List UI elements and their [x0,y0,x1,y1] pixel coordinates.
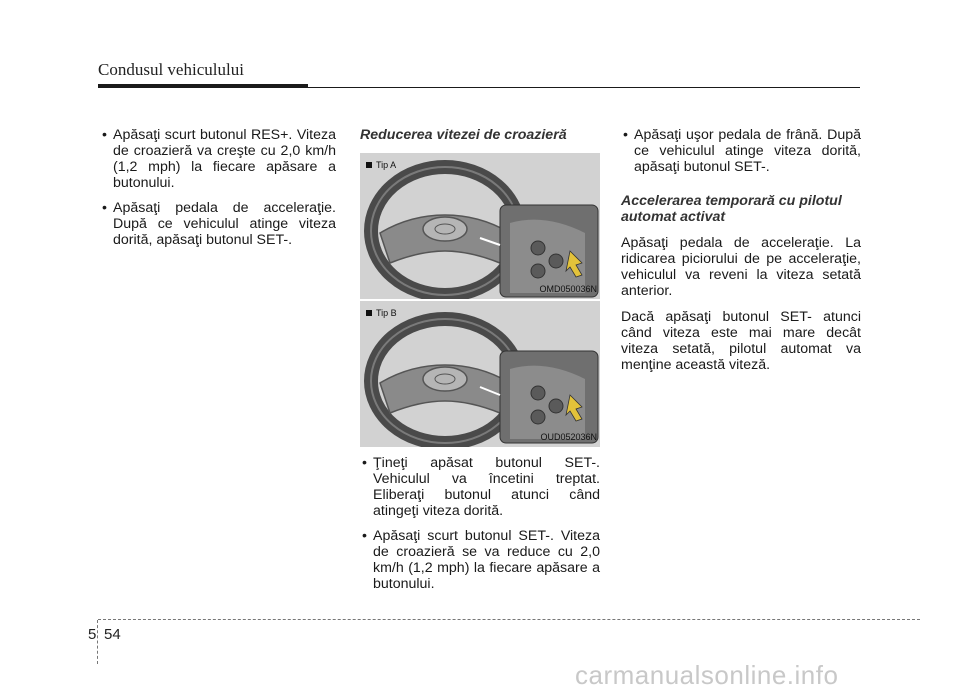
page-number: 54 [104,626,121,643]
footer-divider [97,620,98,664]
square-bullet-icon [366,162,372,168]
bullet-icon: • [362,528,367,544]
figure-label: Tip B [366,305,397,321]
paragraph: Apăsaţi pedala de acceleraţie. La ridicarea piciorului de pe acceleraţie, vehiculul va reveni la viteza setată anterior. [621,235,861,299]
square-bullet-icon [366,310,372,316]
steering-wheel-illustration [360,301,600,447]
footer-rule [98,619,920,620]
bullet-list [360,455,600,592]
bullet-list [621,127,861,175]
watermark: carmanualsonline.info [575,660,839,690]
list-item: • Apăsaţi pedala de acceleraţie. După ce vehiculul atinge viteza dorită, apăsaţi butonul SET-. [102,200,336,248]
steering-wheel-illustration [360,153,600,299]
section-heading: Accelerarea temporară cu pilotul automat activat [621,193,842,225]
section-heading: Reducerea vitezei de croazieră [360,127,567,143]
figure-steering-wheel-tip-b [360,301,600,447]
column-right [621,127,861,383]
bullet-icon: • [102,127,107,143]
figure-code: OMD050036N [539,284,597,294]
bullet-icon: • [102,200,107,216]
bullet-icon: • [362,455,367,471]
figure-label: Tip A [366,157,396,173]
page-header-title: Condusul vehiculului [98,60,244,79]
column-middle [360,127,600,601]
list-item: • Apăsaţi uşor pedala de frână. După ce vehiculul atinge viteza dorită, apăsaţi butonul SET-. [623,127,861,175]
list-item: • Apăsaţi scurt butonul SET-. Viteza de croazieră se va reduce cu 2,0 km/h (1,2 mph) la fiecare apăsare a butonului. [362,528,600,592]
column-left [100,127,336,257]
bullet-icon: • [623,127,628,143]
chapter-number: 5 [88,626,97,643]
list-item: • Apăsaţi scurt butonul RES+. Viteza de croazieră va creşte cu 2,0 km/h (1,2 mph) la fiecare apăsare a butonului. [102,127,336,191]
list-item: • Ţineţi apăsat butonul SET-. Vehiculul va încetini treptat. Eliberaţi butonul atunci când atingeţi viteza dorită. [362,455,600,519]
bullet-list [100,127,336,248]
header-rule-thin [98,87,860,88]
paragraph: Dacă apăsaţi butonul SET- atunci când viteza este mai mare decât viteza setată, pilotul automat va menţine această viteză. [621,309,861,373]
figure-code: OUD052036N [540,432,597,442]
figure-steering-wheel-tip-a [360,153,600,299]
